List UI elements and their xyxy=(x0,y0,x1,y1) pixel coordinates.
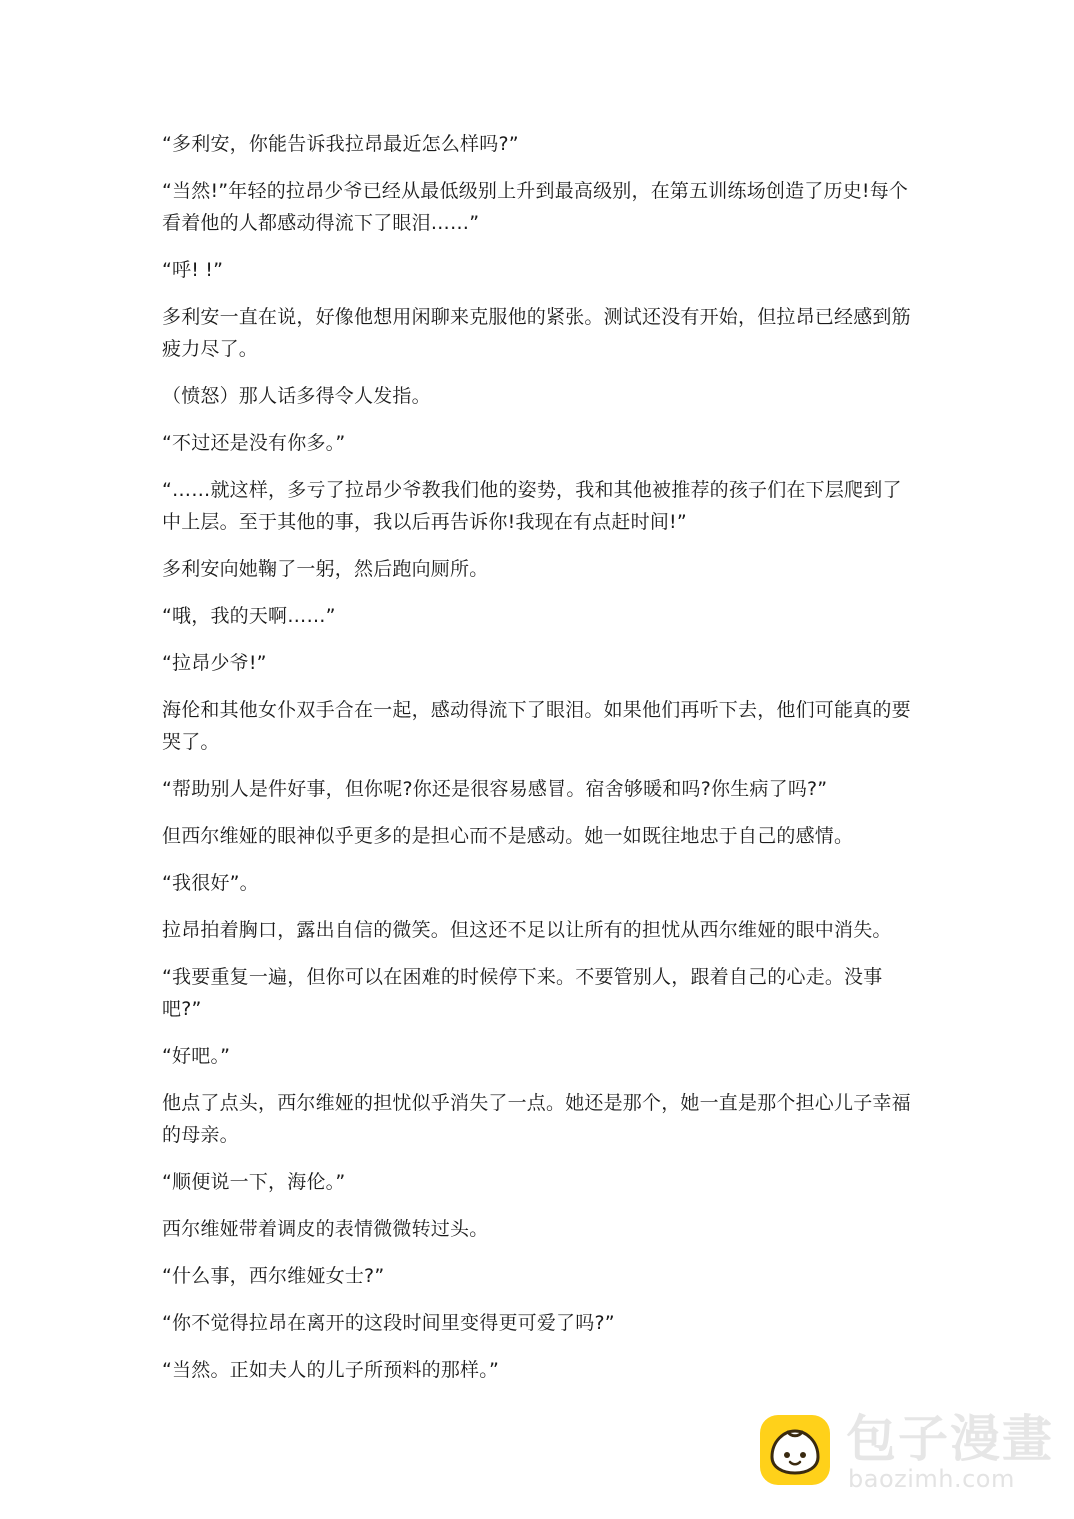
watermark xyxy=(758,1410,1058,1496)
paragraph: “你不觉得拉昂在离开的这段时间里变得更可爱了吗?” xyxy=(162,1312,615,1334)
paragraph: “帮助别人是件好事，但你呢?你还是很容易感冒。宿舍够暖和吗?你生病了吗?” xyxy=(162,778,828,800)
paragraph: “……就这样，多亏了拉昂少爷教我们他的姿势，我和其他被推荐的孩子们在下层爬到了中上层。至于其他的事，我以后再告诉你!我现在有点赶时间!” xyxy=(162,479,902,533)
paragraph: “什么事，西尔维娅女士?” xyxy=(162,1265,385,1287)
watermark-name: 包子漫畫 xyxy=(846,1410,1054,1468)
paragraph: “我要重复一遍，但你可以在困难的时候停下来。不要管别人，跟着自己的心走。没事吧?” xyxy=(162,966,883,1020)
paragraph: 但西尔维娅的眼神似乎更多的是担心而不是感动。她一如既往地忠于自己的感情。 xyxy=(162,825,854,847)
watermark-domain: baozimh.com xyxy=(848,1465,1015,1493)
paragraph: 多利安向她鞠了一躬，然后跑向厕所。 xyxy=(162,558,489,580)
bun-mascot-icon xyxy=(758,1413,832,1487)
paragraph: “好吧。” xyxy=(162,1045,231,1067)
paragraph: “哦，我的天啊……” xyxy=(162,605,336,627)
paragraph: “顺便说一下，海伦。” xyxy=(162,1171,346,1193)
paragraph: “当然!”年轻的拉昂少爷已经从最低级别上升到最高级别，在第五训练场创造了历史!每个看着他的人都感动得流下了眼泪……” xyxy=(162,180,909,234)
paragraph: “拉昂少爷!” xyxy=(162,652,267,674)
paragraph: “呼! !” xyxy=(162,259,224,281)
paragraph: “当然。正如夫人的儿子所预料的那样。” xyxy=(162,1359,499,1381)
paragraph: 海伦和其他女仆双手合在一起，感动得流下了眼泪。如果他们再听下去，他们可能真的要哭了。 xyxy=(162,699,911,753)
paragraph: 他点了点头，西尔维娅的担忧似乎消失了一点。她还是那个，她一直是那个担心儿子幸福的母亲。 xyxy=(162,1092,911,1146)
paragraph: “不过还是没有你多。” xyxy=(162,432,346,454)
paragraph: 多利安一直在说，好像他想用闲聊来克服他的紧张。测试还没有开始，但拉昂已经感到筋疲力尽了。 xyxy=(162,306,911,360)
article-body xyxy=(162,128,914,1401)
paragraph: （愤怒）那人话多得令人发指。 xyxy=(162,385,431,407)
paragraph: 拉昂拍着胸口，露出自信的微笑。但这还不足以让所有的担忧从西尔维娅的眼中消失。 xyxy=(162,919,892,941)
paragraph: “我很好”。 xyxy=(162,872,259,894)
paragraph: 西尔维娅带着调皮的表情微微转过头。 xyxy=(162,1218,489,1240)
paragraph: “多利安，你能告诉我拉昂最近怎么样吗?” xyxy=(162,133,519,155)
